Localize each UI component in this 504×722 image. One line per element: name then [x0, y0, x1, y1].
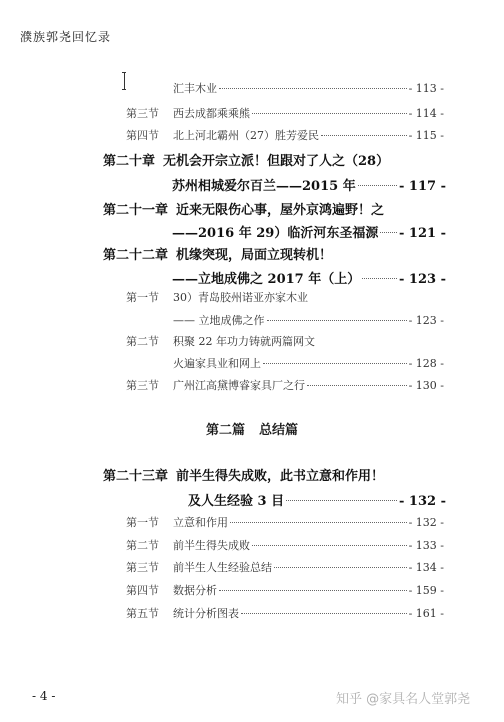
leader-dots	[380, 231, 397, 233]
leader-dots	[321, 134, 407, 136]
leader-dots	[219, 589, 407, 591]
toc-entry-text: 前半生得失成败	[173, 539, 250, 552]
watermark: 知乎 @家具名人堂郭尧	[336, 692, 471, 707]
toc-entry-text: 统计分析图表	[173, 607, 239, 620]
toc-entry[interactable]	[126, 537, 444, 553]
toc-entry[interactable]	[126, 514, 444, 530]
toc-entry[interactable]	[126, 127, 444, 143]
toc-chapter-text: ——2016 年 29）临沂河东圣福源	[172, 226, 379, 241]
toc-chapter-text: 无机会开宗立派！但跟对了人之（28）	[163, 154, 390, 169]
toc-entry-page: - 114 -	[408, 107, 444, 120]
toc-entry-text: 火遍家具业和网上	[173, 357, 261, 370]
part-label: 第二篇	[205, 423, 245, 438]
toc-chapter-label: 第二十一章	[103, 203, 169, 218]
toc-chapter-label: 第二十章	[103, 154, 156, 169]
toc-chapter-label: 第二十三章	[103, 469, 169, 484]
toc-chapter[interactable]	[103, 244, 332, 263]
toc-entry[interactable]	[126, 559, 444, 575]
toc-entry-text: 积聚 22 年功力铸就两篇网文	[173, 335, 315, 348]
toc-entry-label: 第四节	[126, 129, 159, 142]
toc-entry-text: 汇丰木业	[173, 82, 217, 95]
toc-entry-text: 前半生人生经验总结	[173, 561, 272, 574]
leader-dots	[267, 319, 407, 321]
toc-chapter[interactable]	[103, 465, 384, 484]
toc-entry-page: - 123 -	[408, 314, 444, 327]
toc-entry[interactable]	[126, 377, 444, 393]
leader-dots	[219, 87, 407, 89]
toc-entry-cont[interactable]	[173, 355, 444, 371]
leader-dots	[263, 362, 407, 364]
toc-chapter-page: - 117 -	[399, 179, 446, 194]
leader-dots	[358, 184, 397, 186]
toc-chapter-page: - 123 -	[399, 272, 446, 287]
toc-chapter-text: 机缘突现，局面立现转机！	[176, 248, 333, 263]
leader-dots	[362, 277, 397, 279]
part-title: 总结篇	[259, 423, 299, 438]
leader-dots	[307, 384, 407, 386]
toc-entry-text: 北上河北霸州（27）胜芳爱民	[173, 129, 319, 142]
toc-entry-text: 30）青岛胶州诺亚亦家木业	[173, 291, 308, 304]
toc-chapter-cont[interactable]	[172, 175, 446, 194]
toc-entry-page: - 130 -	[408, 379, 444, 392]
toc-entry-label: 第三节	[126, 379, 159, 392]
toc-entry-cont[interactable]	[173, 312, 444, 328]
toc-entry-page: - 134 -	[408, 561, 444, 574]
toc-entry-label: 第一节	[126, 516, 159, 529]
toc-chapter-text: 及人生经验 3 目	[188, 494, 285, 509]
leader-dots	[252, 544, 407, 546]
toc-chapter-text: 苏州相城爱尔百兰——2015 年	[172, 179, 356, 194]
header-title: 濮族郭尧回忆录	[20, 30, 112, 44]
toc-entry-page: - 161 -	[408, 607, 444, 620]
toc-entry-page: - 133 -	[408, 539, 444, 552]
toc-entry[interactable]	[126, 289, 308, 305]
toc-entry-text: 广州江高黛博睿家具厂之行	[173, 379, 305, 392]
toc-entry-label: 第二节	[126, 335, 159, 348]
page-number: - 4 -	[32, 689, 56, 703]
toc-entry-label: 第五节	[126, 607, 159, 620]
toc-chapter-cont[interactable]	[172, 268, 446, 287]
toc-chapter-text: ——立地成佛之 2017 年（上）	[172, 272, 361, 287]
leader-dots	[230, 521, 407, 523]
toc-entry[interactable]	[126, 333, 315, 349]
toc-chapter-text: 近来无限伤心事，屋外京鸿遍野！之	[176, 203, 385, 218]
part-heading	[0, 419, 504, 438]
toc-chapter-cont[interactable]	[172, 222, 446, 241]
toc-entry-page: - 159 -	[408, 584, 444, 597]
toc-entry-text: 西去成都乘乘熊	[173, 107, 250, 120]
toc-chapter[interactable]	[103, 150, 389, 169]
toc-entry[interactable]	[126, 80, 444, 96]
toc-chapter-label: 第二十二章	[103, 248, 169, 263]
toc-entry-text: 立意和作用	[173, 516, 228, 529]
toc-chapter-page: - 132 -	[399, 494, 446, 509]
toc-entry-label: 第三节	[126, 107, 159, 120]
toc-entry[interactable]	[126, 105, 444, 121]
toc-entry[interactable]	[126, 605, 444, 621]
toc-chapter-page: - 121 -	[399, 226, 446, 241]
toc-entry[interactable]	[126, 582, 444, 598]
toc-entry-label: 第三节	[126, 561, 159, 574]
toc-chapter-cont[interactable]	[188, 490, 446, 509]
toc-entry-page: - 115 -	[408, 129, 444, 142]
toc-entry-text: 数据分析	[173, 584, 217, 597]
toc-entry-label: 第一节	[126, 291, 159, 304]
toc-entry-page: - 132 -	[408, 516, 444, 529]
toc-entry-page: - 128 -	[408, 357, 444, 370]
toc-entry-page: - 113 -	[408, 82, 444, 95]
toc-entry-label: 第四节	[126, 584, 159, 597]
leader-dots	[286, 499, 397, 501]
toc-entry-text: —— 立地成佛之作	[173, 314, 265, 327]
toc-chapter-text: 前半生得失成败，此书立意和作用！	[176, 469, 385, 484]
leader-dots	[274, 566, 407, 568]
toc-entry-label: 第二节	[126, 539, 159, 552]
leader-dots	[241, 612, 407, 614]
leader-dots	[252, 112, 407, 114]
toc-chapter[interactable]	[103, 199, 384, 218]
